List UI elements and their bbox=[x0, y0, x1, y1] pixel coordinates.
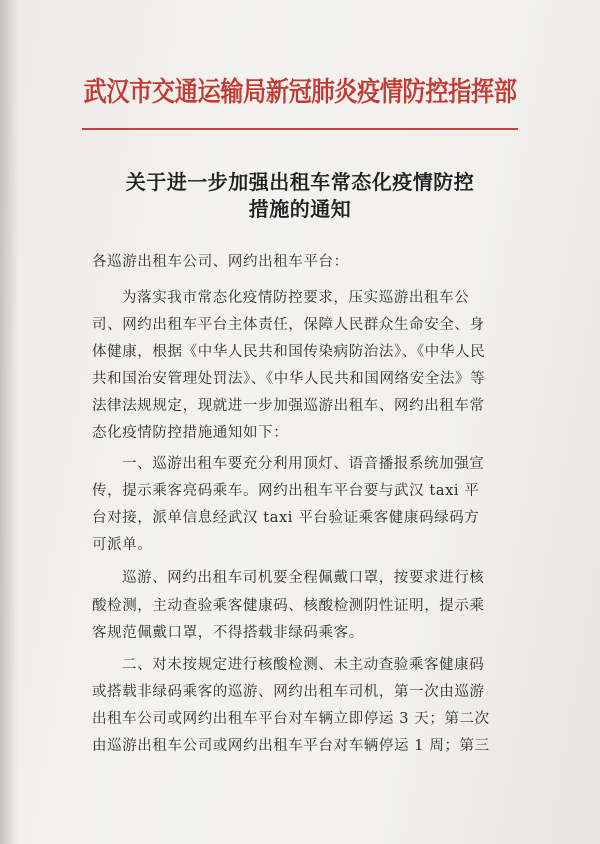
body-line: 台对接，派单信息经武汉 taxi 平台验证乘客健康码绿码方 bbox=[92, 510, 480, 526]
letterhead: 武汉市交通运输局新冠肺炎疫情防控指挥部 bbox=[83, 77, 517, 108]
body-line: 体健康，根据《中华人民共和国传染病防治法》、《中华人民 bbox=[92, 344, 486, 360]
document-title-line-2: 措施的通知 bbox=[248, 197, 352, 221]
body-line: 态化疫情防控措施通知如下： bbox=[92, 425, 289, 441]
body-line: 法律法规规定，现就进一步加强巡游出租车、网约出租车常 bbox=[92, 398, 485, 414]
letterhead-rule bbox=[82, 128, 518, 130]
body-line: 二、对未按规定进行核酸检测、未主动查验乘客健康码 bbox=[122, 657, 485, 673]
body-line: 司、网约出租车平台主体责任，保障人民群众生命安全、身 bbox=[92, 317, 485, 333]
body-line: 巡游、网约出租车司机要全程佩戴口罩，按要求进行核 bbox=[122, 570, 485, 586]
body-line: 可派单。 bbox=[92, 537, 153, 553]
body-line: 或搭载非绿码乘客的巡游、网约出租车司机，第一次由巡游 bbox=[92, 684, 485, 700]
body-line: 为落实我市常态化疫情防控要求，压实巡游出租车公 bbox=[122, 290, 470, 306]
body-line: 由巡游出租车公司或网约出租车平台对车辆停运 1 周；第三 bbox=[92, 738, 490, 754]
body-line: 共和国治安管理处罚法》、《中华人民共和国网络安全法》等 bbox=[92, 371, 486, 387]
document-title-line-1: 关于进一步加强出租车常态化疫情防控 bbox=[125, 170, 475, 194]
body-line: 客规范佩戴口罩，不得搭载非绿码乘客。 bbox=[92, 625, 364, 641]
page-edge-shadow bbox=[0, 0, 18, 844]
body-line: 传，提示乘客亮码乘车。网约出租车平台要与武汉 taxi 平 bbox=[92, 483, 480, 499]
body-line: 酸检测，主动查验乘客健康码、核酸检测阴性证明，提示乘 bbox=[92, 598, 485, 614]
body-line: 出租车公司或网约出租车平台对车辆立即停运 3 天；第二次 bbox=[92, 711, 490, 727]
addressee: 各巡游出租车公司、网约出租车平台： bbox=[92, 254, 349, 270]
body-line: 一、巡游出租车要充分利用顶灯、语音播报系统加强宣 bbox=[122, 456, 485, 472]
